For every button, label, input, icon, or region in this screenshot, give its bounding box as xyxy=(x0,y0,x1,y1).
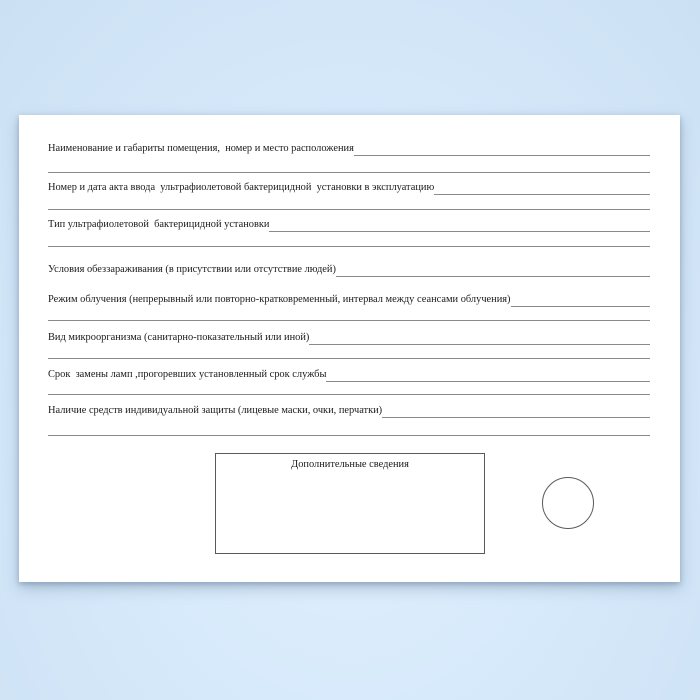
continuation-line xyxy=(48,320,650,321)
field-label: Номер и дата акта ввода ультрафиолетовой бактерицидной установки в эксплуатацию xyxy=(48,182,435,193)
document-page xyxy=(19,115,680,582)
form-row xyxy=(48,218,650,232)
field-label: Срок замены ламп ,прогоревших установленный срок службы xyxy=(48,369,327,380)
blank-line xyxy=(434,182,650,195)
blank-line xyxy=(354,143,650,156)
continuation-line xyxy=(48,358,650,359)
blank-line xyxy=(336,264,650,277)
form-row xyxy=(48,368,650,382)
continuation-line xyxy=(48,394,650,395)
blank-line xyxy=(309,332,650,345)
form-row xyxy=(48,293,650,307)
form-row xyxy=(48,181,650,195)
form-row xyxy=(48,404,650,418)
field-label: Вид микроорганизма (санитарно-показательный или иной) xyxy=(48,332,310,343)
field-label: Условия обеззараживания (в присутствии или отсутствие людей) xyxy=(48,264,336,275)
blank-line xyxy=(269,219,650,232)
field-label: Наименование и габариты помещения, номер и место расположения xyxy=(48,143,354,154)
form-row xyxy=(48,142,650,156)
blank-line xyxy=(511,294,650,307)
blank-line xyxy=(326,369,650,382)
continuation-line xyxy=(48,209,650,210)
additional-info-box xyxy=(215,453,485,554)
field-label: Наличие средств индивидуальной защиты (лицевые маски, очки, перчатки) xyxy=(48,405,383,416)
blank-line xyxy=(382,405,650,418)
form-row xyxy=(48,331,650,345)
field-label: Режим облучения (непрерывный или повторно-кратковременный, интервал между сеансами облучения) xyxy=(48,294,511,305)
form-row xyxy=(48,263,650,277)
continuation-line xyxy=(48,435,650,436)
continuation-line xyxy=(48,246,650,247)
stamp-circle xyxy=(542,477,594,529)
additional-info-title: Дополнительные сведения xyxy=(291,459,409,470)
field-label: Тип ультрафиолетовой бактерицидной установки xyxy=(48,219,270,230)
continuation-line xyxy=(48,172,650,173)
